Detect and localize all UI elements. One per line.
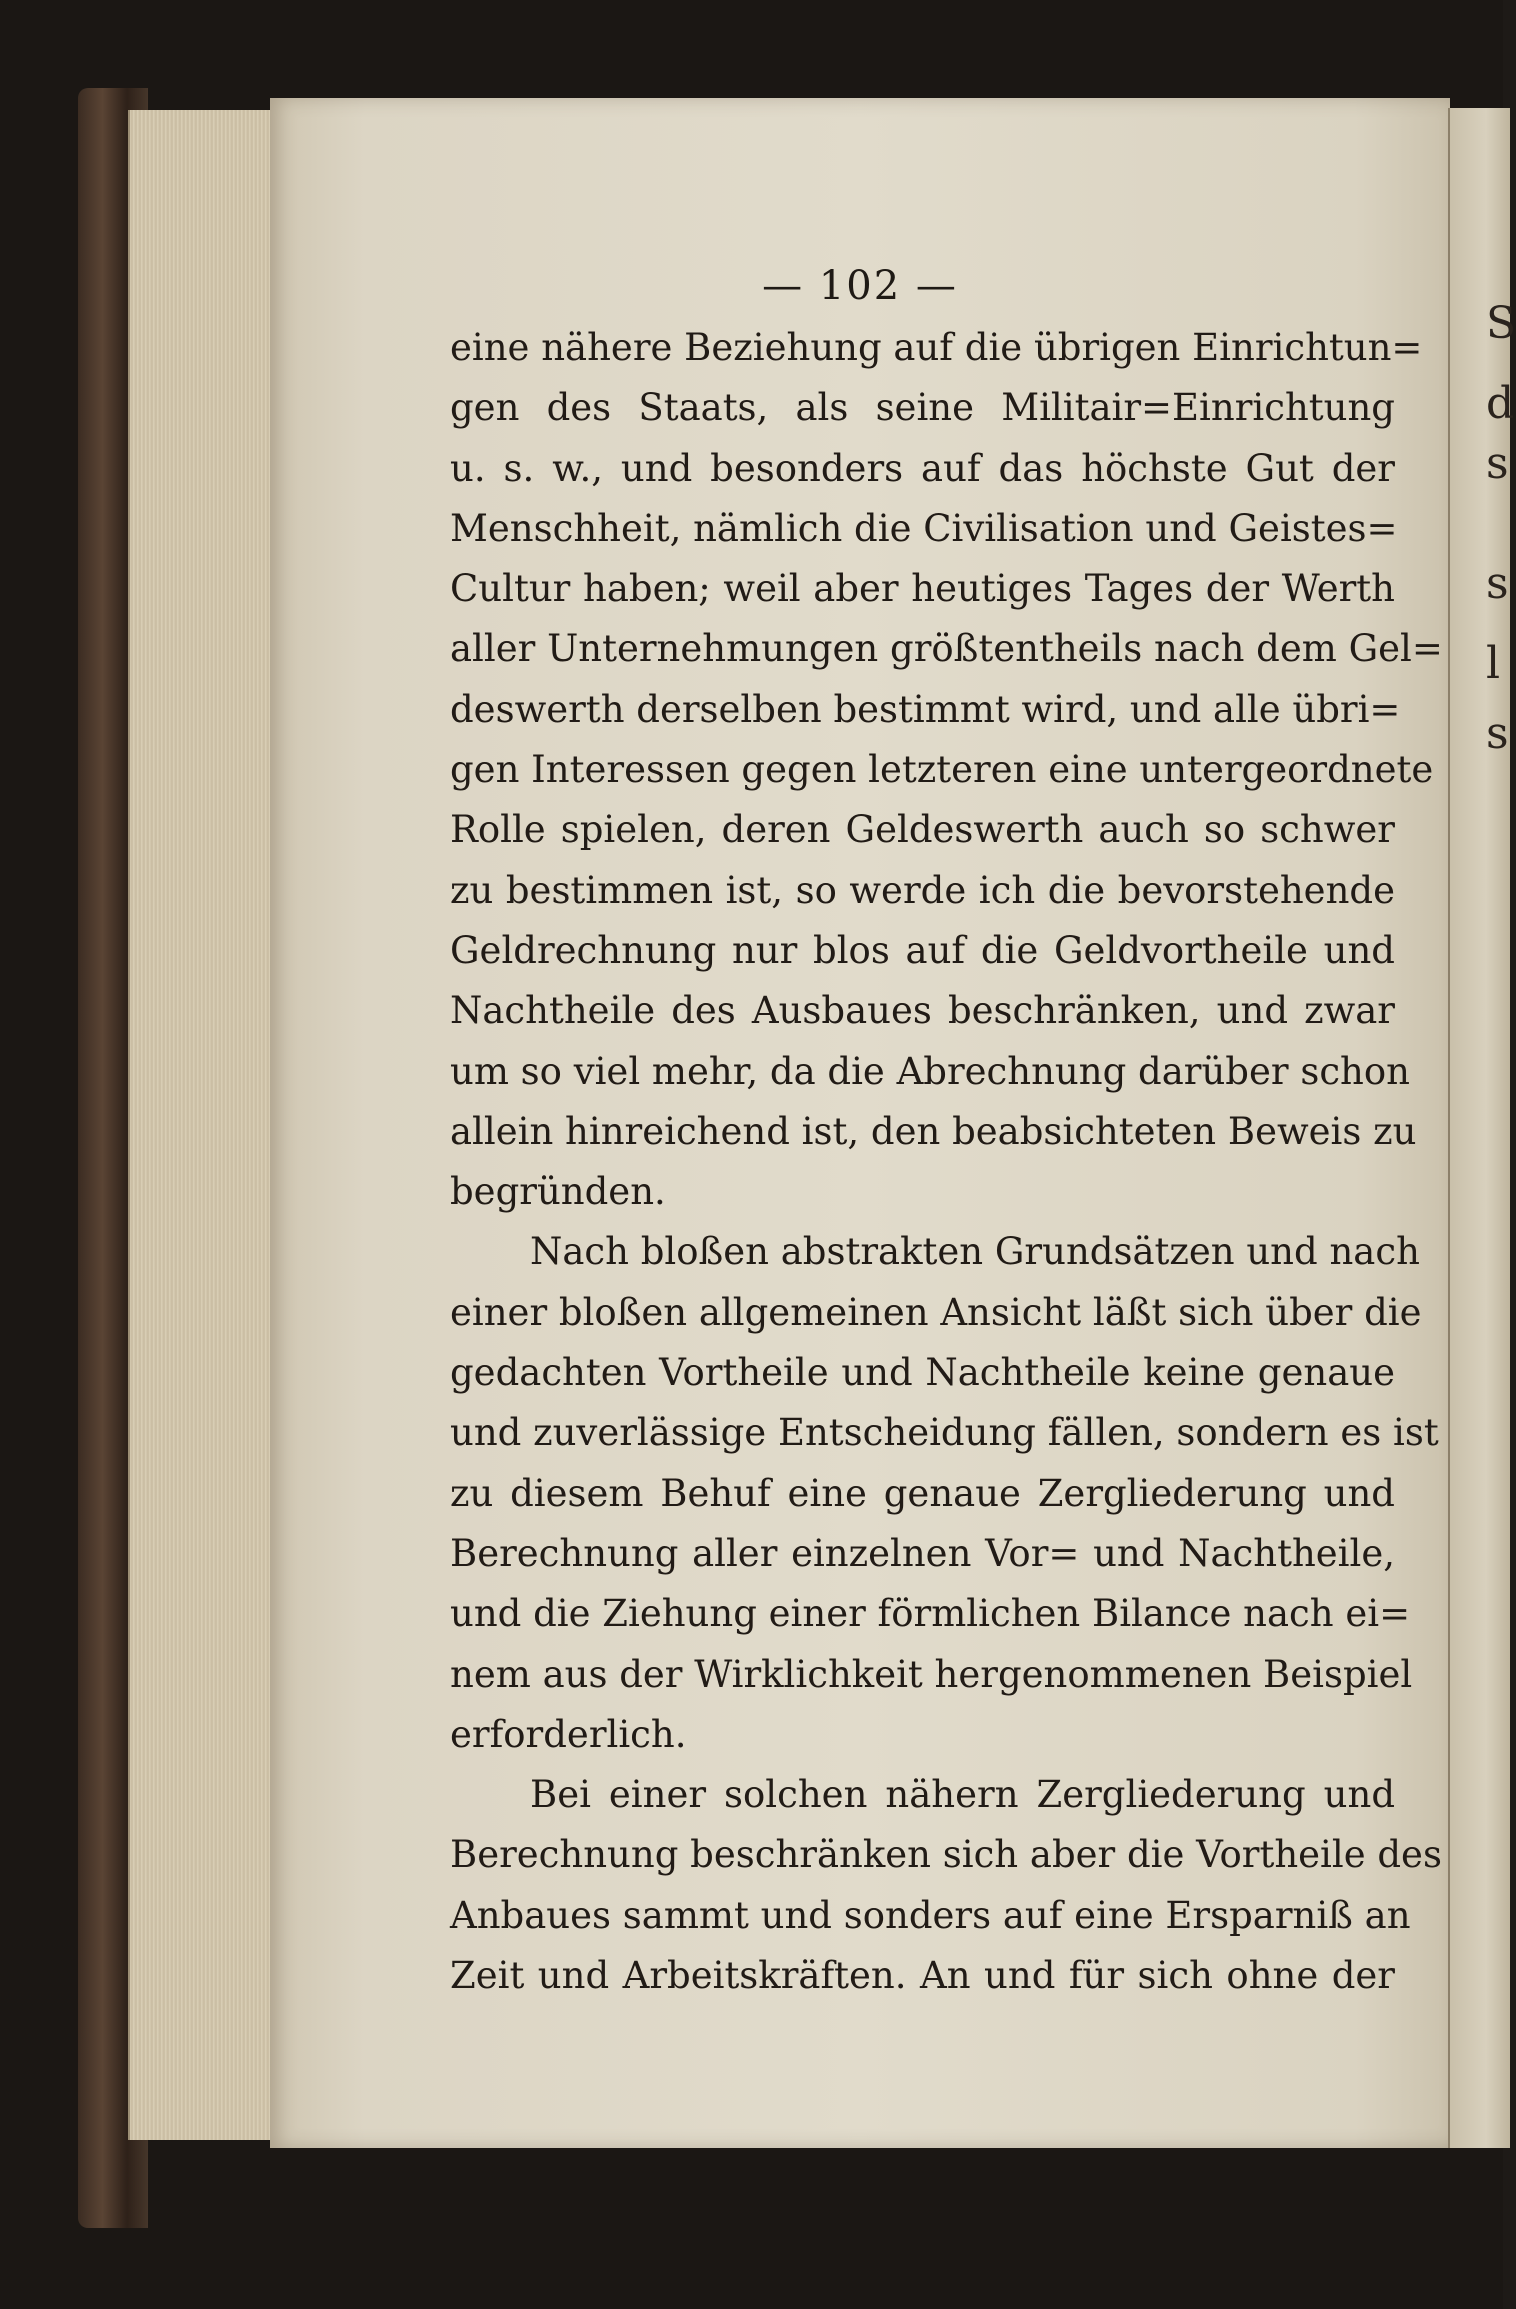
text-line: um so viel mehr, da die Abrechnung darüber schon [450,1049,1410,1093]
next-page-fragment: d [1486,378,1515,429]
text-line: Rolle spielen, deren Geldeswerth auch so schwer [450,808,1395,852]
text-line: zu bestimmen ist, so werde ich die bevorstehende [450,868,1395,912]
text-line: und die Ziehung einer förmlichen Bilance nach ei= [450,1592,1411,1636]
text-line: und zuverlässige Entscheidung fällen, sondern es ist [450,1411,1439,1455]
text-line: einer bloßen allgemeinen Ansicht läßt sich über die [450,1290,1422,1334]
next-page-fragment: s [1486,708,1509,759]
text-line: Berechnung aller einzelnen Vor= und Nachtheile, [450,1531,1395,1575]
text-line: gen Interessen gegen letzteren eine untergeordnete [450,748,1434,792]
next-page-edge [1448,108,1516,2148]
text-line: aller Unternehmungen größtentheils nach dem Gel= [450,627,1443,671]
text-line: Nachtheile des Ausbaues beschränken, und zwar [450,989,1395,1033]
text-line: begründen. [450,1170,666,1214]
text-line: zu diesem Behuf eine genaue Zergliederung und [450,1471,1395,1515]
text-line: gen des Staats, als seine Militair=Einrichtung [450,386,1395,430]
next-page-fragment: s [1486,558,1509,609]
text-line: Zeit und Arbeitskräften. An und für sich ohne der [450,1954,1395,1998]
text-line: Menschheit, nämlich die Civilisation und Geistes= [450,506,1398,550]
text-line: Bei einer solchen nähern Zergliederung und [530,1773,1395,1817]
book-page [270,98,1450,2148]
text-line: nem aus der Wirklichkeit hergenommenen Beispiel [450,1652,1413,1696]
text-line: Anbaues sammt und sonders auf eine Ersparniß an [450,1893,1411,1937]
next-page-fragment: s [1486,438,1509,489]
text-line: erforderlich. [450,1712,687,1756]
next-page-fragment: S [1486,298,1516,349]
text-line: allein hinreichend ist, den beabsichteten Beweis zu [450,1109,1417,1153]
page-edges [128,110,280,2140]
page-number: — 102 — [762,263,958,309]
page-text [450,318,1443,2006]
text-line: deswerth derselben bestimmt wird, und alle übri= [450,687,1401,731]
text-line: u. s. w., und besonders auf das höchste Gut der [450,446,1395,490]
text-line: eine nähere Beziehung auf die übrigen Einrichtun= [450,326,1423,369]
text-line: Cultur haben; weil aber heutiges Tages der Werth [450,567,1395,611]
next-page-fragment: l [1486,638,1501,689]
text-line: gedachten Vortheile und Nachtheile keine genaue [450,1351,1395,1395]
text-line: Nach bloßen abstrakten Grundsätzen und nach [530,1230,1420,1274]
text-line: Geldrechnung nur blos auf die Geldvortheile und [450,928,1395,972]
text-line: Berechnung beschränken sich aber die Vortheile des [450,1833,1442,1877]
